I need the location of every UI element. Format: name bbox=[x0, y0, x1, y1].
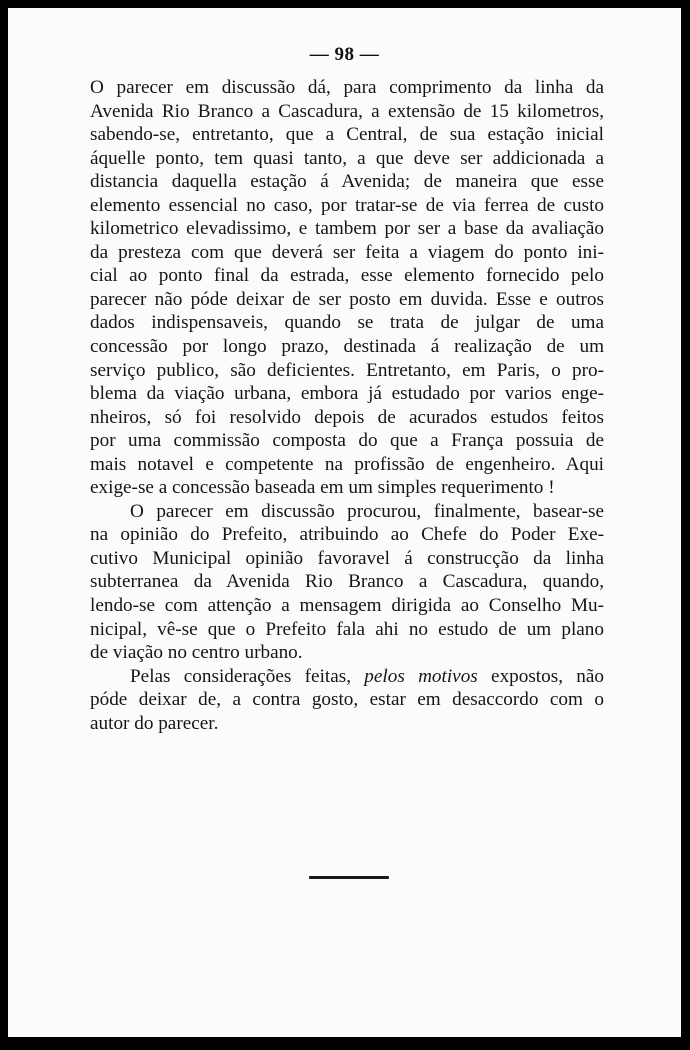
paragraph-3 bbox=[90, 665, 604, 736]
paragraph-1 bbox=[90, 76, 604, 500]
text-line: distancia daquella estação á Avenida; de maneira que esse bbox=[90, 171, 604, 193]
end-rule bbox=[309, 876, 389, 879]
text-line: sabendo-se, entretanto, que a Central, de sua estação inicial bbox=[90, 124, 604, 146]
text-line: lendo-se com attenção a mensagem dirigida ao Conselho Mu- bbox=[90, 595, 604, 617]
text-line: O parecer em discussão procurou, finalmente, basear-se bbox=[130, 500, 604, 522]
text-line: O parecer em discussão dá, para comprimento da linha da bbox=[90, 77, 604, 98]
emphasis-text: pelos motivos bbox=[364, 665, 478, 687]
text-line: áquelle ponto, tem quasi tanto, a que deve ser addicionada a bbox=[90, 147, 604, 169]
text-line: dados indispensaveis, quando se trata de julgar de uma bbox=[90, 312, 604, 334]
text-line: nheiros, só foi resolvido depois de acurados estudos feitos bbox=[90, 406, 604, 428]
text-line bbox=[90, 665, 604, 689]
text-line: de viação no centro urbano. bbox=[90, 642, 303, 664]
text-line: mais notavel e competente na profissão de engenheiro. Aqui bbox=[90, 453, 604, 475]
text-run: Pelas considerações feitas, bbox=[130, 665, 352, 687]
text-line: autor do parecer. bbox=[90, 712, 219, 734]
text-line: na opinião do Prefeito, atribuindo ao Chefe do Poder Exe- bbox=[90, 524, 604, 546]
text-line: por uma commissão composta do que a França possuia de bbox=[90, 430, 604, 452]
text-line: nicipal, vê-se que o Prefeito fala ahi no estudo de um plano bbox=[90, 618, 604, 640]
text-line: subterranea da Avenida Rio Branco a Cascadura, quando, bbox=[90, 571, 604, 593]
text-line: serviço publico, são deficientes. Entretanto, em Paris, o pro- bbox=[90, 359, 604, 381]
text-line: concessão por longo prazo, destinada á realização de um bbox=[90, 336, 604, 358]
page-number: — 98 — bbox=[309, 44, 380, 65]
body-text bbox=[90, 76, 604, 735]
text-line: Avenida Rio Branco a Cascadura, a extensão de 15 kilometros, bbox=[90, 100, 604, 122]
text-run: expostos, não bbox=[491, 665, 604, 687]
text-line: parecer não póde deixar de ser posto em duvida. Esse e outros bbox=[90, 288, 604, 310]
text-line: cial ao ponto final da estrada, esse elemento fornecido pelo bbox=[90, 265, 604, 287]
text-line: exige-se a concessão baseada em um simples requerimento ! bbox=[90, 477, 555, 499]
text-line: da presteza com que deverá ser feita a viagem do ponto ini- bbox=[90, 241, 604, 263]
text-line: póde deixar de, a contra gosto, estar em desaccordo com o bbox=[90, 689, 604, 711]
paragraph-2 bbox=[90, 500, 604, 665]
text-line: kilometrico elevadissimo, e tambem por ser a base da avaliação bbox=[90, 218, 604, 240]
text-line: blema da viação urbana, embora já estudado por varios enge- bbox=[90, 383, 604, 405]
document-page bbox=[8, 8, 681, 1037]
text-line: cutivo Municipal opinião favoravel á construcção da linha bbox=[90, 547, 604, 569]
text-line: elemento essencial no caso, por tratar-se de via ferrea de custo bbox=[90, 194, 604, 216]
